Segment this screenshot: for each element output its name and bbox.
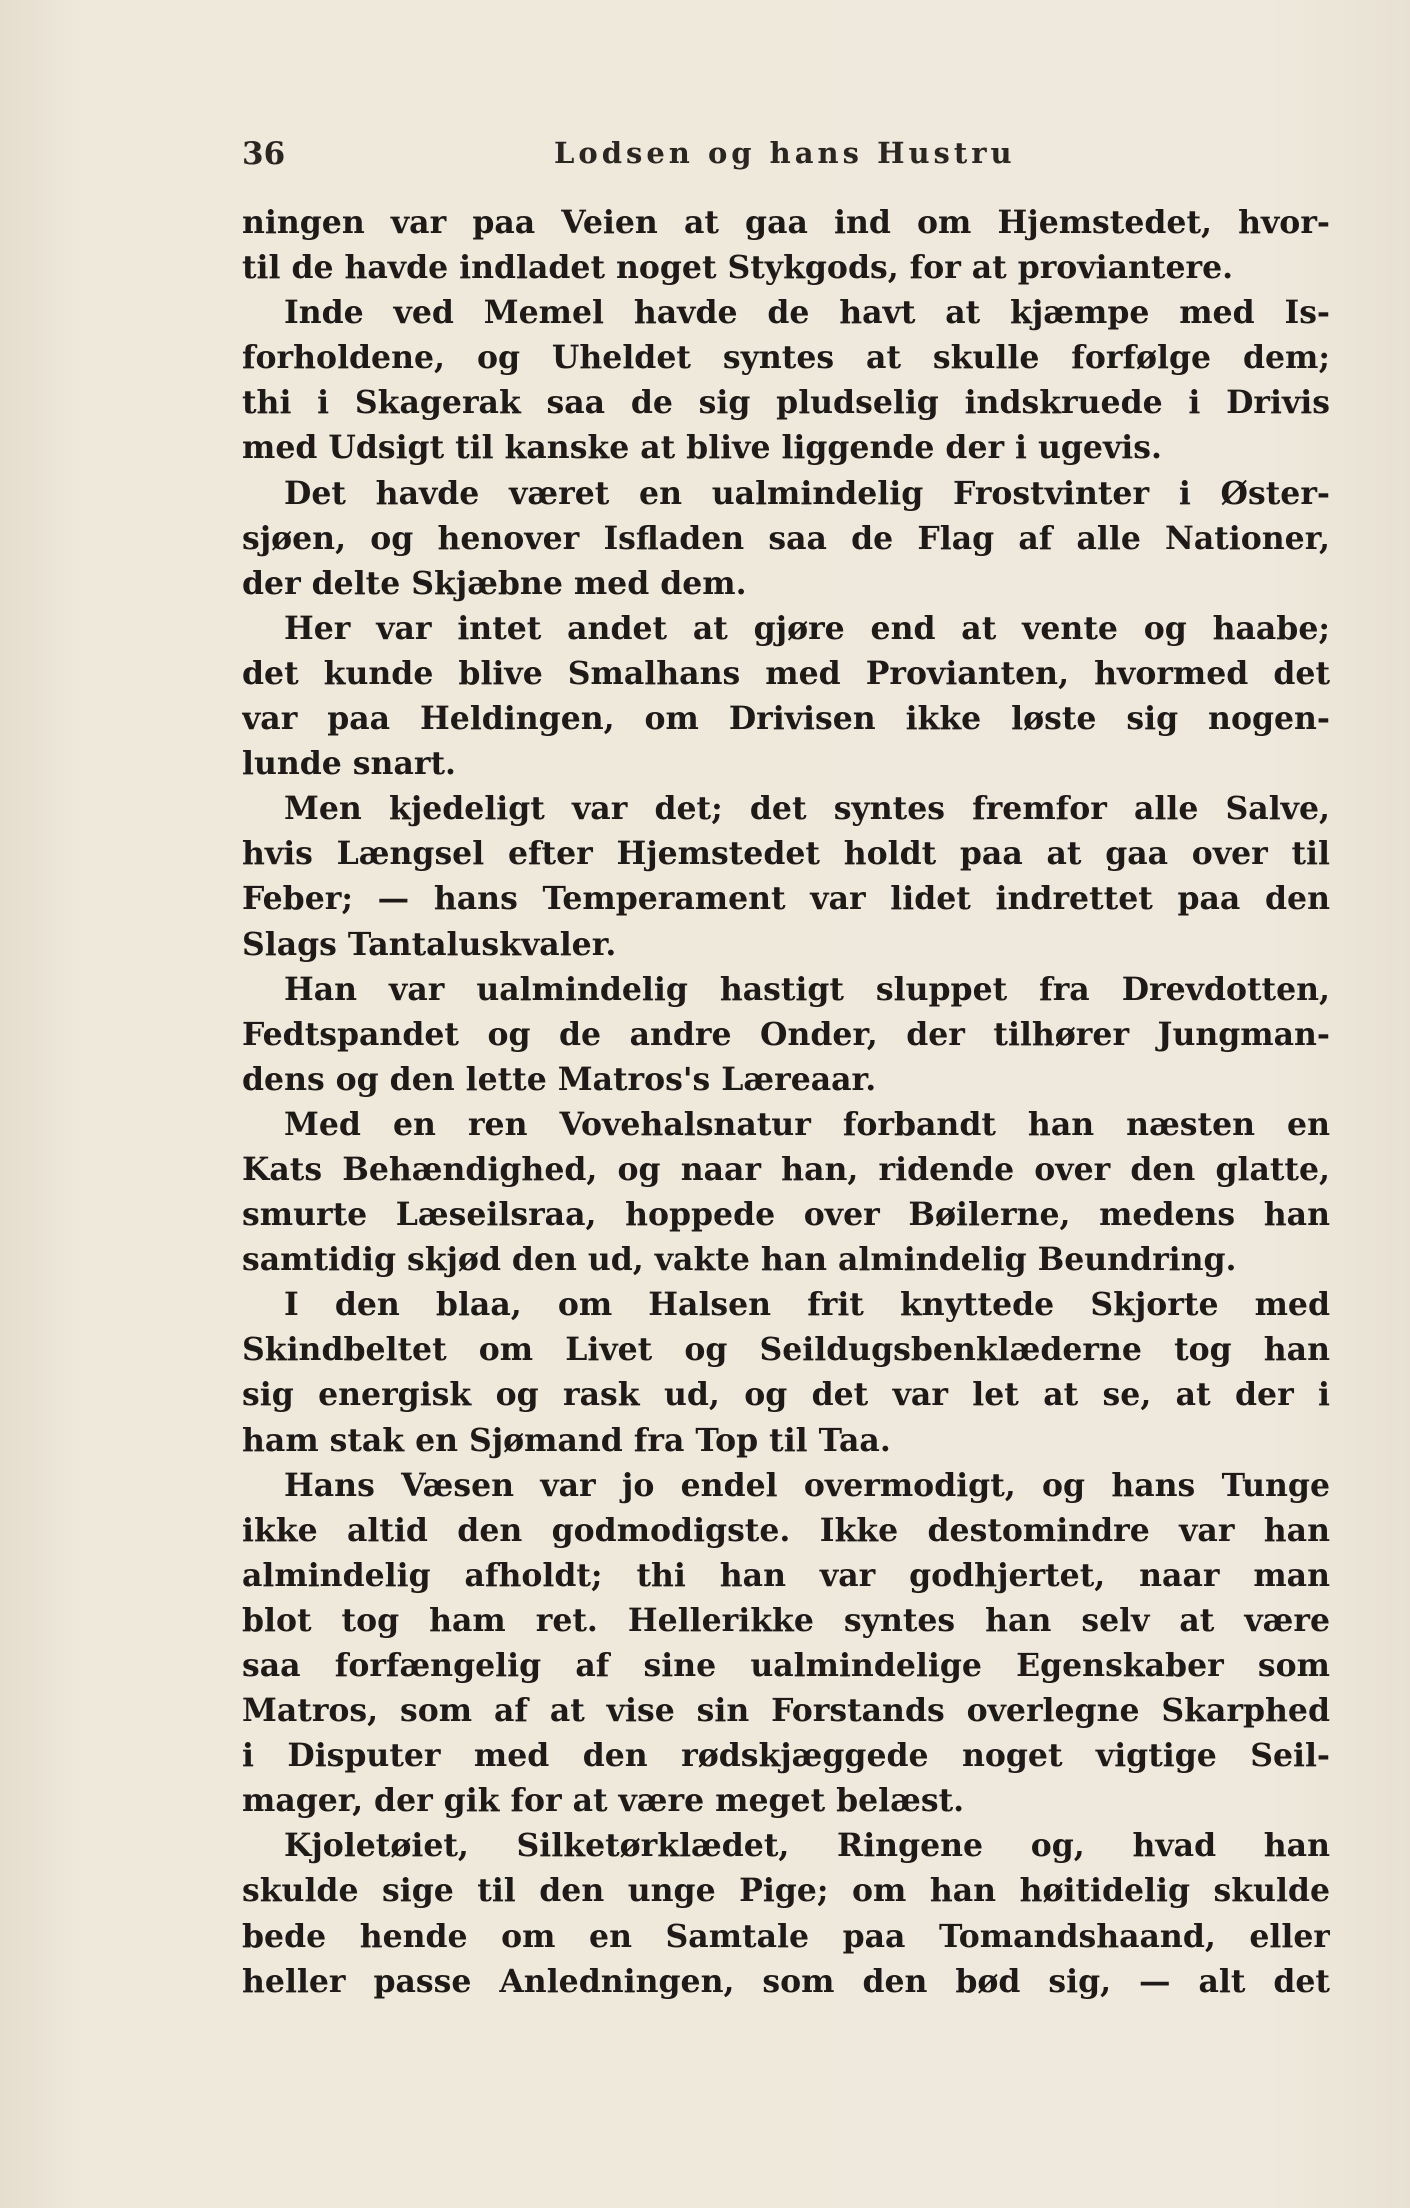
text-line: sjøen, og henover Isfladen saa de Flag af alle Nationer, bbox=[242, 519, 1330, 557]
text-line: ikke altid den godmodigste. Ikke destomindre var han bbox=[242, 1511, 1330, 1549]
text-line: ham stak en Sjømand fra Top til Taa. bbox=[242, 1421, 891, 1459]
text-line: almindelig afholdt; thi han var godhjertet, naar man bbox=[242, 1556, 1330, 1594]
text-line: hvis Længsel efter Hjemstedet holdt paa at gaa over til bbox=[242, 835, 1330, 873]
running-title: Lodsen og hans Hustru bbox=[554, 136, 1016, 170]
text-line: smurte Læseilsraa, hoppede over Bøilerne, medens han bbox=[242, 1196, 1330, 1234]
text-line: Slags Tantaluskvaler. bbox=[242, 925, 617, 963]
text-line: var paa Heldingen, om Drivisen ikke løste sig nogen- bbox=[242, 700, 1330, 738]
text-line: Med en ren Vovehalsnatur forbandt han næsten en bbox=[284, 1105, 1330, 1143]
text-line: mager, der gik for at være meget belæst. bbox=[242, 1782, 965, 1820]
text-line: Matros, som af at vise sin Forstands overlegne Skarphed bbox=[242, 1692, 1330, 1730]
text-line: Feber; — hans Temperament var lidet indrettet paa den bbox=[242, 880, 1330, 918]
text-line: Men kjedeligt var det; det syntes fremfor alle Salve, bbox=[284, 790, 1330, 828]
text-line: Her var intet andet at gjøre end at vente og haabe; bbox=[284, 609, 1330, 647]
text-line: saa forfængelig af sine ualmindelige Egenskaber som bbox=[242, 1647, 1330, 1684]
page-number: 36 bbox=[242, 136, 286, 172]
text-line: sig energisk og rask ud, og det var let at se, at der i bbox=[242, 1376, 1330, 1414]
text-line: blot tog ham ret. Hellerikke syntes han selv at være bbox=[242, 1601, 1330, 1639]
text-line: ningen var paa Veien at gaa ind om Hjemstedet, hvor- bbox=[242, 204, 1330, 241]
body-text bbox=[242, 200, 1330, 2004]
text-line: til de havde indladet noget Stykgods, for at proviantere. bbox=[242, 249, 1234, 287]
text-line: skulde sige til den unge Pige; om han høitidelig skulde bbox=[242, 1872, 1330, 1910]
text-line: Kats Behændighed, og naar han, ridende over den glatte, bbox=[242, 1150, 1330, 1188]
text-line: I den blaa, om Halsen frit knyttede Skjorte med bbox=[284, 1286, 1330, 1324]
text-line: det kunde blive Smalhans med Provianten, hvormed det bbox=[242, 654, 1330, 692]
text-line: samtidig skjød den ud, vakte han almindelig Beundring. bbox=[242, 1241, 1237, 1279]
text-line: forholdene, og Uheldet syntes at skulle forfølge dem; bbox=[242, 339, 1330, 377]
text-line: der delte Skjæbne med dem. bbox=[242, 564, 747, 602]
text-line: Inde ved Memel havde de havt at kjæmpe med Is- bbox=[284, 294, 1330, 332]
text-line: Hans Væsen var jo endel overmodigt, og hans Tunge bbox=[284, 1466, 1330, 1504]
text-line: heller passe Anledningen, som den bød sig, — alt det bbox=[242, 1962, 1330, 2000]
text-line: dens og den lette Matros's Læreaar. bbox=[242, 1060, 877, 1098]
text-line: Kjoletøiet, Silketørklædet, Ringene og, hvad han bbox=[284, 1827, 1330, 1865]
text-line: Fedtspandet og de andre Onder, der tilhører Jungman- bbox=[242, 1015, 1330, 1053]
text-line: Han var ualmindelig hastigt sluppet fra Drevdotten, bbox=[284, 970, 1330, 1008]
text-line: thi i Skagerak saa de sig pludselig indskruede i Drivis bbox=[242, 384, 1330, 422]
text-line: bede hende om en Samtale paa Tomandshaand, eller bbox=[242, 1917, 1330, 1955]
text-line: med Udsigt til kanske at blive liggende der i ugevis. bbox=[242, 429, 1162, 467]
text-line: i Disputer med den rødskjæggede noget vigtige Seil- bbox=[242, 1737, 1330, 1775]
running-head bbox=[242, 128, 1332, 188]
text-line: lunde snart. bbox=[242, 745, 456, 783]
text-line: Det havde været en ualmindelig Frostvinter i Øster- bbox=[284, 474, 1330, 512]
text-line: Skindbeltet om Livet og Seildugsbenklæderne tog han bbox=[242, 1331, 1330, 1369]
